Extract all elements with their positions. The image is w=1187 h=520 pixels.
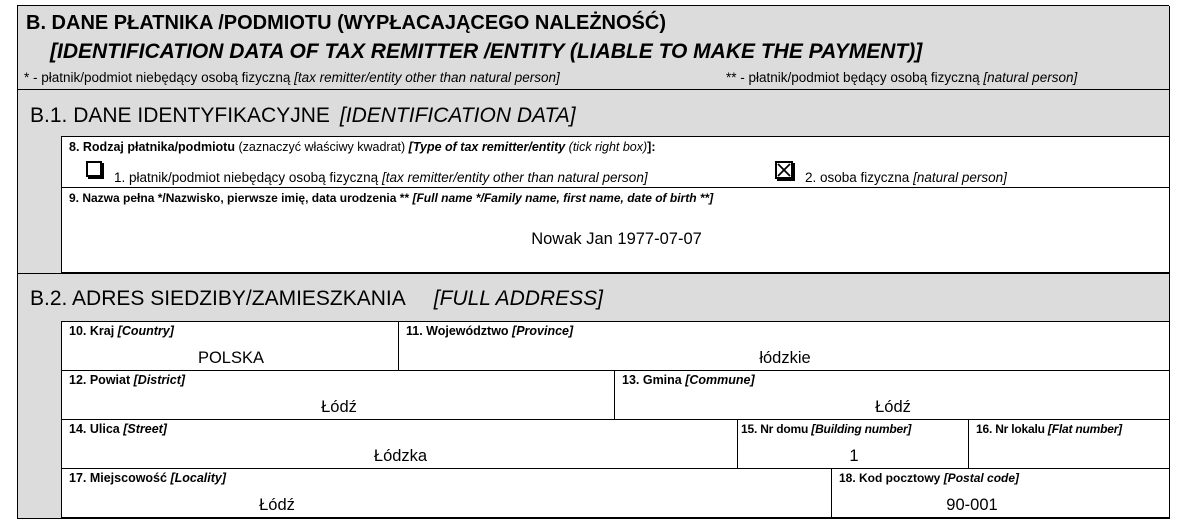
section-b2-title-pl: B.2. ADRES SIEDZIBY/ZAMIESZKANIA xyxy=(30,287,406,310)
flat-label: 16. Nr lokalu [Flat number] xyxy=(976,422,1122,436)
field8-label-end: ]: xyxy=(647,140,656,154)
note1-text-en: [tax remitter/entity other than natural person] xyxy=(294,70,560,85)
country-value: POLSKA xyxy=(197,349,265,367)
option1-text: 1. płatnik/podmiot niebędący osobą fizyczną xyxy=(114,170,379,185)
district-field[interactable] xyxy=(61,370,615,420)
field8-label-pl: 8. Rodzaj płatnika/podmiotu xyxy=(69,140,235,154)
flat-field[interactable] xyxy=(968,419,1170,469)
field9-box[interactable] xyxy=(61,187,1170,273)
field8-label-en: [Type of tax remitter/entity xyxy=(408,140,566,154)
field8-label xyxy=(69,140,656,154)
option2-text-en: [natural person] xyxy=(913,170,1007,185)
note2-text-en: [natural person] xyxy=(983,70,1078,85)
street-value: Łódzka xyxy=(373,447,428,465)
divider-b1 xyxy=(18,89,1169,90)
option1-label xyxy=(114,170,648,185)
commune-value: Łódź xyxy=(875,398,911,416)
postal-field[interactable] xyxy=(831,468,1170,518)
note-natural-person xyxy=(726,70,1077,85)
note2-text: ** - płatnik/podmiot będący osobą fizyczną xyxy=(726,70,980,85)
commune-label: 13. Gmina [Commune] xyxy=(622,373,755,387)
divider-b2 xyxy=(18,273,1169,274)
option2-label xyxy=(805,170,1007,185)
section-b2-title-en: [FULL ADDRESS] xyxy=(433,287,603,310)
field9-label-pl: 9. Nazwa pełna */Nazwisko, pierwsze imię, data urodzenia ** xyxy=(69,191,410,205)
province-label: 11. Województwo [Province] xyxy=(406,324,574,338)
district-label: 12. Powiat [District] xyxy=(69,373,186,387)
postal-label: 18. Kod pocztowy [Postal code] xyxy=(839,471,1020,485)
field9-label xyxy=(69,191,713,205)
field8-label-en-hint: (tick right box) xyxy=(568,140,648,154)
country-field[interactable] xyxy=(61,321,399,371)
building-field[interactable] xyxy=(737,419,969,469)
checkmark-x-icon xyxy=(777,163,791,177)
locality-label: 17. Miejscowość [Locality] xyxy=(69,471,227,485)
country-label: 10. Kraj [Country] xyxy=(69,324,174,338)
section-b1-title xyxy=(30,104,576,128)
section-b-title-en: [IDENTIFICATION DATA OF TAX REMITTER /ENTITY (LIABLE TO MAKE THE PAYMENT)] xyxy=(50,40,923,63)
option1-text-en: [tax remitter/entity other than natural person] xyxy=(381,170,648,185)
option2-checkbox[interactable] xyxy=(775,161,793,179)
note1-text: * - płatnik/podmiot niebędący osobą fizyczną xyxy=(24,70,291,85)
section-b2-title xyxy=(30,287,603,311)
option2-text: 2. osoba fizyczna xyxy=(805,170,910,185)
field8-box xyxy=(61,136,1170,188)
section-b-title: B. DANE PŁATNIKA /PODMIOTU (WYPŁACAJĄCEGO NALEŻNOŚĆ) xyxy=(26,12,666,34)
section-b1-title-pl: B.1. DANE IDENTYFIKACYJNE xyxy=(30,104,330,127)
locality-field[interactable] xyxy=(61,468,832,518)
postal-value: 90-001 xyxy=(946,496,998,514)
full-name-value: Nowak Jan 1977-07-07 xyxy=(531,230,702,248)
province-field[interactable] xyxy=(398,321,1170,371)
commune-field[interactable] xyxy=(614,370,1170,420)
district-value: Łódź xyxy=(321,398,357,416)
street-field[interactable] xyxy=(61,419,738,469)
province-value: łódzkie xyxy=(759,349,811,367)
street-label: 14. Ulica [Street] xyxy=(69,422,167,436)
building-value: 1 xyxy=(849,447,859,465)
locality-value: Łódź xyxy=(259,496,295,514)
section-b1-title-en: [IDENTIFICATION DATA] xyxy=(339,104,576,127)
building-label: 15. Nr domu [Building number] xyxy=(741,422,912,436)
note-legal-entity xyxy=(24,70,560,85)
field9-label-en: [Full name */Family name, first name, date of birth **] xyxy=(412,191,714,205)
option1-checkbox[interactable] xyxy=(86,161,102,177)
field8-label-hint: (zaznaczyć właściwy kwadrat) xyxy=(238,140,406,154)
form-section-b xyxy=(17,6,1170,519)
